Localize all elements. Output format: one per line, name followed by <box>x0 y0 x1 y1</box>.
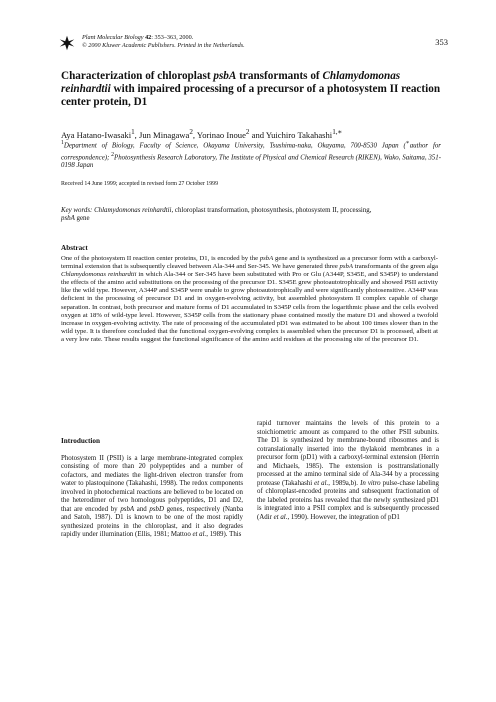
author-name: Yuichiro Takahashi <box>265 129 333 140</box>
intro-paragraph <box>61 455 243 540</box>
abstract-span: One of the photosystem II reaction center proteins, D1, is encoded by the <box>61 255 260 262</box>
intro-span: and <box>134 505 150 513</box>
abstract-span: gene and is synthesized as a precursor form with a carboxyl-terminal extension that is subsequently cleaved between Ala-344 and Ser-345. We have generated three <box>61 255 438 271</box>
title-gene: psbA <box>213 70 237 82</box>
affil-sup: 2 <box>111 151 115 158</box>
title-text: Characterization of chloroplast <box>61 70 214 82</box>
affiliations <box>61 139 441 170</box>
journal-name: Plant Molecular Biology <box>82 34 144 41</box>
author-sep: and <box>249 129 266 140</box>
kluwer-logo-icon <box>58 34 76 52</box>
title-species: Chlamydomonas reinhardtii <box>61 70 401 95</box>
intro-etal: et al. <box>314 479 329 487</box>
title-text: with impaired processing of a precursor of a photosystem II reaction center protein, D1 <box>61 83 441 108</box>
author-sup: 2 <box>245 128 250 136</box>
abstract-gene: psbA <box>339 263 353 271</box>
intro-column-left <box>61 437 243 540</box>
intro-column-right <box>257 420 439 522</box>
abstract-species: Chlamydomonas reinhardtii <box>61 271 137 279</box>
affil-text: Photosynthesis Research Laboratory, The Institute of Physical and Chemical Research (RIKEN), Wako, Saitama, 351-0198 Japan <box>61 153 441 170</box>
affil-sup: 1 <box>61 140 64 146</box>
affil-text: Department of Biology, Faculty of Science, Okayama University, Tsushima-naka, Okayama, 700-8530 Japan ( <box>63 142 406 150</box>
paper-title <box>61 70 441 109</box>
keywords-text: , chloroplast transformation, photosynthesis, photosystem II, processing, <box>171 207 372 214</box>
intro-etal: et al. <box>192 531 207 538</box>
received-dates: Received 14 June 1999; accepted in revised form 27 October 1999 <box>61 181 219 187</box>
author-name: Aya Hatano-Iwasaki <box>61 129 132 140</box>
keywords-text: gene <box>74 215 90 223</box>
author-name: Yorinao Inoue <box>196 129 246 140</box>
intro-span: genes, respectively (Nanba and Satoh, 1987). D1 is known to be one of the most rapidly synthesized proteins in the chloroplast, and it also degrades rapidly under illumination (Ellis, 1981; Mattoo <box>61 505 243 538</box>
intro-gene: psbD <box>149 505 164 513</box>
intro-etal: et al. <box>273 513 288 521</box>
journal-pages: : 353–363, 2000. <box>151 34 194 41</box>
author-list <box>61 127 441 140</box>
intro-gene: psbA <box>120 505 135 513</box>
keyword-species: Chlamydomonas reinhardtii <box>94 207 172 214</box>
affil-text: author for correspondence); <box>61 142 441 161</box>
intro-paragraph-continued <box>257 420 439 522</box>
abstract-gene: psbA <box>259 255 274 262</box>
author-sup: 1 <box>131 128 135 136</box>
author-name: Jun Minagawa <box>138 129 190 140</box>
author-sup: 2 <box>189 128 193 136</box>
intro-span: Photosystem II (PSII) is a large membrane-integrated complex consisting of more than 20 polypeptides and a number of cofactors, and mediates the light-driven electron transfer from water to plastoquinone (Takahashi, 1998). The redox components involved in photochemical reactions are believed to be located on the heterodimer of two homologous polypeptides, D1 and D2, that are encoded by <box>61 454 243 513</box>
keywords <box>61 207 441 224</box>
page-number: 353 <box>435 37 448 47</box>
abstract-text <box>61 255 438 344</box>
intro-span: , 1989). This <box>206 531 242 538</box>
title-text: transformants of <box>236 70 323 82</box>
author-sep: , <box>192 129 197 140</box>
author-sep: , <box>134 129 139 140</box>
copyright-line: © 2000 Kluwer Academic Publishers. Printed in the Netherlands. <box>82 42 245 49</box>
keywords-label: Key words: <box>61 207 93 214</box>
journal-header <box>58 34 448 58</box>
intro-span: , 1990). However, the integration of pD1 <box>287 513 400 521</box>
intro-span: rapid turnover maintains the levels of this protein to a stoichiometric amount as compared to the other PSII subunits. The D1 is synthesized by membrane-bound ribosomes and is cotranslationally inserted into the thylakoid membranes in a precursor form (pD1) with a carboxyl-terminal extension (Herrin and Michaels, 1985). The extension is posttranslationally processed at the amino terminal side of Ala-344 by a processing protease (Takahashi <box>257 420 439 487</box>
author-sup: 1,∗ <box>332 128 343 136</box>
introduction-heading: Introduction <box>61 437 101 445</box>
journal-citation <box>82 34 245 50</box>
abstract-span: transformants of the green alga <box>352 263 438 271</box>
keyword-gene: psbA <box>61 215 75 223</box>
abstract-span: in which Ala-344 or Ser-345 have been substituted with Pro or Glu (A344P, S345E, and S345P) to understand the effects of the amino acid substitutions on the processing of the precursor D1. S345E grew photoautotrophically and showed PSII activity like the wild type. However, A344P and S345P were unable to grow photoautotrophically and were significantly photosensitive. A344P was deficient in the processing of precursor D1 and in oxygen-evolving activity, but assembled photosystem II complex capable of charge separation. In contrast, both precursor and mature forms of D1 accumulated in S345P cells from the logarithmic phase and the cells evolved oxygen at 18% of wild-type level. However, S345P cells from the stationary phase contained mostly the mature D1 and showed a twofold increase in oxygen-evolving activity. The rate of processing of the accumulated pD1 was estimated to be about 100 times slower than in the wild type. It is therefore concluded that the functional oxygen-evolving complex is assembled when the precursor D1 is processed, albeit at a very low rate. These results suggest the functional significance of the amino acid residues at the processing site of the precursor D1. <box>61 271 438 343</box>
intro-span: pulse-chase labeling of chloroplast-encoded proteins and subsequent fractionation of the labeled proteins has revealed that the newly synthesized pD1 is integrated into a PSII complex and is subsequently processed (Adir <box>257 479 439 521</box>
abstract-heading: Abstract <box>61 244 88 252</box>
journal-volume: 42 <box>145 34 152 41</box>
intro-invitro: In vitro <box>360 479 381 487</box>
intro-span: , 1989a,b). <box>328 479 361 487</box>
affil-sup: ∗ <box>405 140 410 146</box>
